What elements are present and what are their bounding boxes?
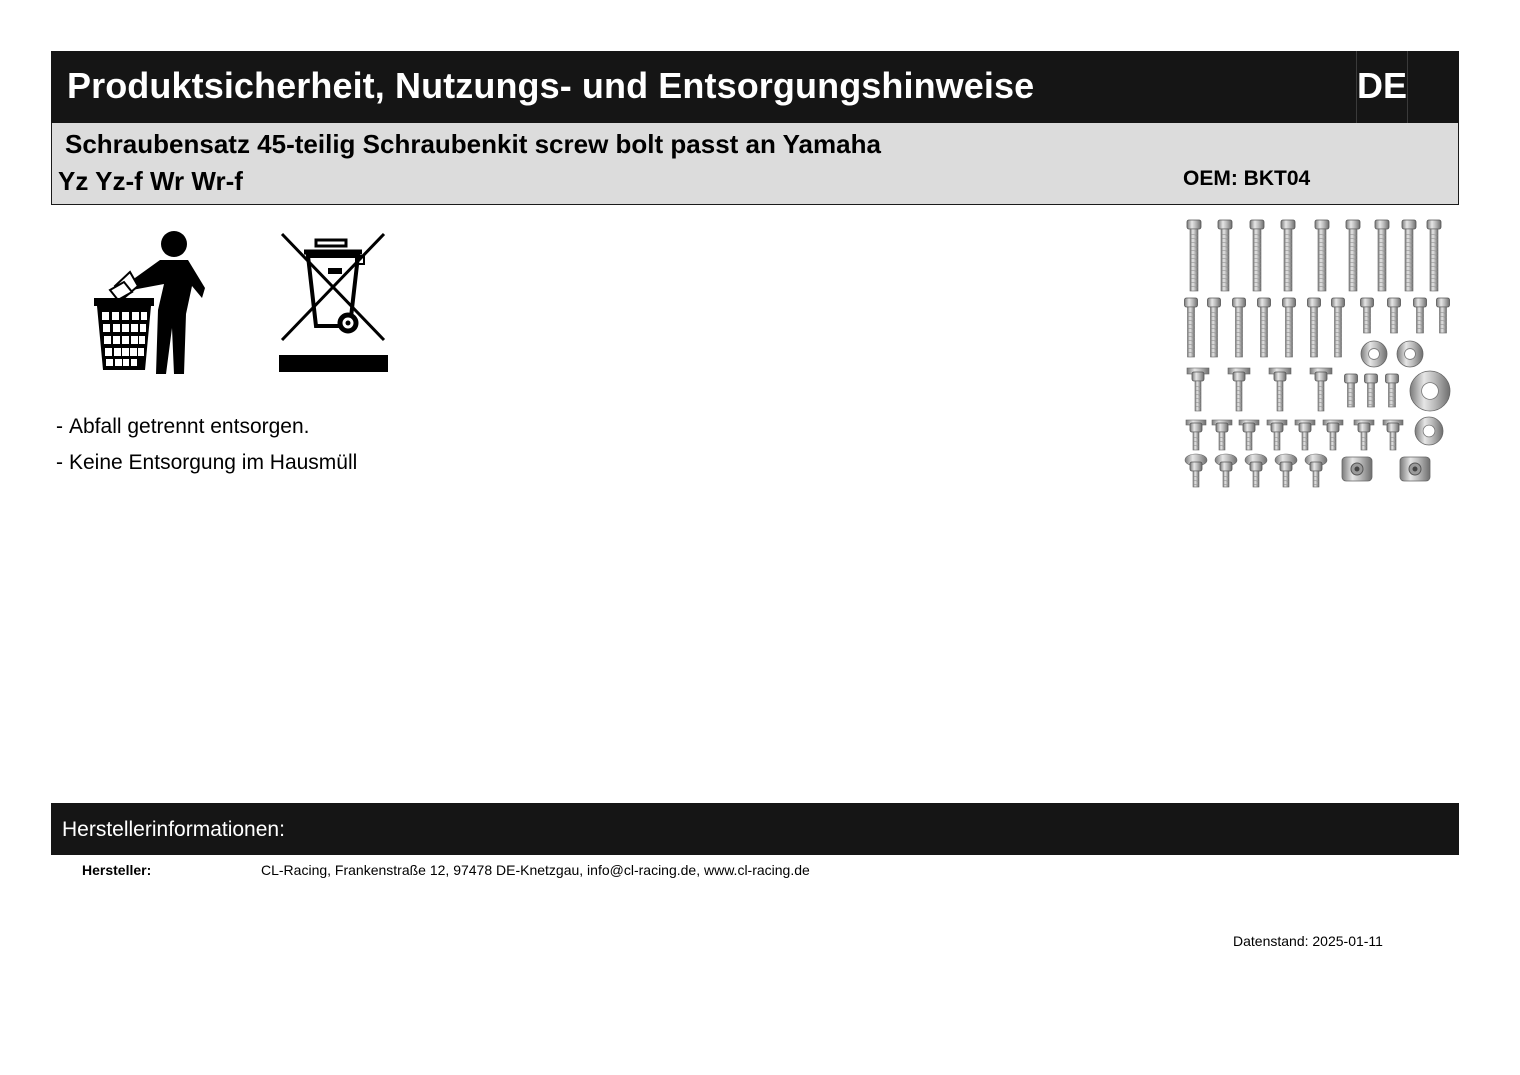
crossed-out-wheelie-bin-icon (276, 230, 390, 379)
screw-kit-part (1218, 220, 1232, 229)
screw-kit-part (1190, 462, 1202, 471)
screw-kit-part (1437, 298, 1450, 307)
screw-kit-part (1388, 298, 1401, 307)
disposal-hint (56, 415, 310, 439)
screw-kit-part (1414, 298, 1427, 307)
screw-kit-part (1365, 374, 1378, 383)
screw-kit-part (1192, 372, 1204, 381)
screw-kit-part (1315, 220, 1329, 229)
screw-kit-part (1427, 220, 1441, 229)
screw-kit-part (1413, 467, 1418, 472)
screw-kit-part (1346, 220, 1360, 229)
oem-number (1183, 167, 1310, 191)
screw-kit-part (1299, 423, 1311, 432)
page-title: Produktsicherheit, Nutzungs- und Entsorgungshinweise (67, 65, 1035, 106)
product-name-line1: Schraubensatz 45-teilig Schraubenkit screw bolt passt an Yamaha (65, 129, 881, 159)
language-badge: DE (1356, 51, 1408, 123)
screw-kit-part (1233, 372, 1245, 381)
hint-text: Keine Entsorgung im Hausmüll (69, 451, 358, 474)
screw-kit-part (1280, 462, 1292, 471)
screw-kit-part (1405, 349, 1416, 360)
oem-value: BKT04 (1243, 167, 1311, 190)
screw-kit-part (1190, 423, 1202, 432)
screw-kit-part (1386, 374, 1399, 383)
manufacturer-value: CL-Racing, Frankenstraße 12, 97478 DE-Knetzgau, info@cl-racing.de, www.cl-racing.de (261, 862, 810, 878)
screw-kit-part (1422, 383, 1439, 400)
screw-kit-part (1233, 298, 1246, 307)
date-value: 2025-01-11 (1312, 933, 1383, 949)
manufacturer-section-header (51, 803, 1459, 855)
screw-kit-part (1358, 423, 1370, 432)
tidyman-litter-bin-icon (88, 228, 212, 381)
screw-kit-part (1310, 462, 1322, 471)
screw-kit-part (1345, 374, 1358, 383)
manufacturer-section-title: Herstellerinformationen: (62, 818, 285, 841)
screw-kit-part (1308, 298, 1321, 307)
hint-dash: - (56, 451, 63, 474)
screw-kit-part (1274, 372, 1286, 381)
screw-kit-part (1220, 462, 1232, 471)
screw-kit-part (1258, 298, 1271, 307)
screw-kit-part (1387, 423, 1399, 432)
screw-kit-part (1332, 298, 1345, 307)
screw-kit-part (1185, 298, 1198, 307)
screw-kit-part (1375, 220, 1389, 229)
screw-kit-part (1271, 423, 1283, 432)
screw-kit-part (1423, 425, 1435, 437)
screw-kit-part (1348, 383, 1355, 407)
screw-kit-part (1281, 220, 1295, 229)
screw-kit-part (1250, 220, 1264, 229)
screw-kit-part (1402, 220, 1416, 229)
data-date (1233, 933, 1383, 949)
screw-kit-part (1327, 423, 1339, 432)
screw-kit-part (1208, 298, 1221, 307)
oem-label: OEM: (1183, 167, 1238, 190)
manufacturer-label: Hersteller: (82, 862, 152, 878)
screw-kit-part (1369, 349, 1380, 360)
product-photo (1178, 214, 1460, 492)
screw-kit-part (1315, 372, 1327, 381)
screw-kit-part (1355, 467, 1360, 472)
hint-text: Abfall getrennt entsorgen. (69, 415, 310, 438)
screw-kit-part (1361, 298, 1374, 307)
screw-kit-part (1187, 220, 1201, 229)
screw-kit-part (1243, 423, 1255, 432)
title-bar (51, 51, 1459, 123)
screw-kit-part (1368, 383, 1375, 407)
screw-kit-part (1216, 423, 1228, 432)
screw-kit-part (1283, 298, 1296, 307)
screw-kit-part (1389, 383, 1396, 407)
product-bar (51, 123, 1459, 205)
screw-kit-part (1250, 462, 1262, 471)
product-name-line2: Yz Yz-f Wr Wr-f (58, 166, 243, 196)
date-label: Datenstand: (1233, 933, 1309, 949)
disposal-hint (56, 451, 357, 475)
hint-dash: - (56, 415, 63, 438)
